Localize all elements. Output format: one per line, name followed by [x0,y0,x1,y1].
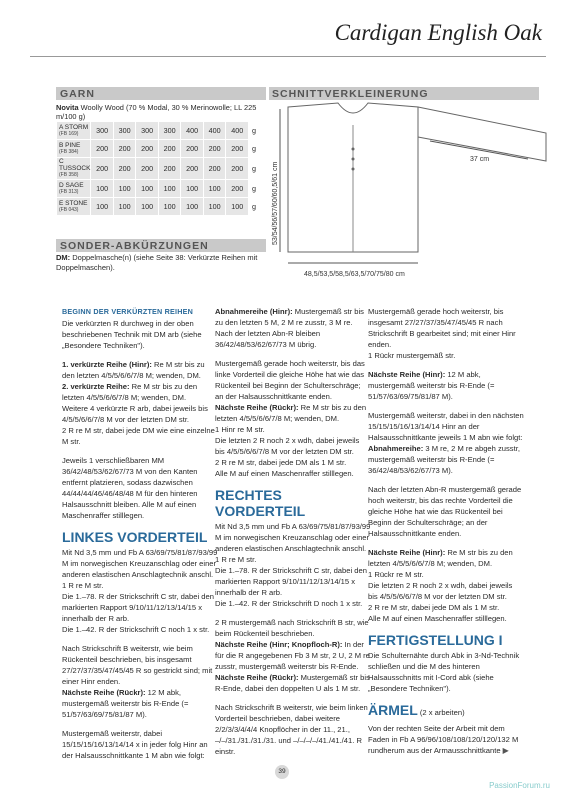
paragraph: Mustergemäß gerade hoch weiterstr, bis das linke Vorderteil die gleiche Höhe hat wie das Rückenteil bei Beginn der Schulterschräge; an der Halsausschnittkante enden. [215,359,365,401]
page-number: 39 [275,765,289,779]
paragraph: Nächste Reihe (Hinr; Knopfloch-R): In der für die R angegebenen Fb 3 M str, 2 U, 2 M re zusstr, mustergemäß weiterstr bis R-Ende. [215,640,370,671]
paragraph: Nächste Reihe (Rückr): 12 M abk, mustergemäß weiterstr bis R-Ende (= 51/57/63/69/75/81/87 M). [62,688,189,719]
paragraph: Die verkürzten R durchweg in der oben beschriebenen Technik mit DM arb (siehe „Besondere Techniken"). [62,319,202,350]
button-mark [352,158,355,161]
section-heading: BEGINN DER VERKÜRZTEN REIHEN [62,307,193,316]
yarn-color-name: C TUSSOCK (FB 358) [57,158,91,180]
continue-arrow-icon: ▶ [502,746,509,755]
sleeve-outline [418,107,546,161]
paragraph: Die letzten 2 R noch 2 x wdh, dabei jeweils bis 4/5/5/6/6/7/8 M vor der letzten DM str. [215,436,360,456]
unit-label: g [249,180,260,198]
yarn-amount: 100 [158,198,181,216]
paragraph: Die 1.–78. R der Strickschrift C str, dabei den markierten Rapport 9/10/11/12/13/14/15 x innerhalb der R arb. [62,592,214,623]
yarn-amount: 100 [113,198,136,216]
yarn-amount: 200 [226,158,249,180]
yarn-amount: 100 [203,198,226,216]
yarn-amount: 100 [136,180,159,198]
yarn-amount: 100 [226,198,249,216]
yarn-row [57,198,260,216]
yarn-amount: 400 [181,122,204,140]
yarn-amount: 200 [158,158,181,180]
abbreviation-text: DM: Doppelmasche(n) (siehe Seite 38: Verkürzte Reihen mit Doppelmaschen). [56,253,258,272]
paragraph: Abnahmereihe (Hinr): Mustergemäß str bis zu den letzten 5 M, 2 M re zusstr, 3 M re. [215,307,364,327]
yarn-amount: 300 [158,122,181,140]
text-column-2 [215,306,371,765]
paragraph: Mustergemäß gerade hoch weiterstr, bis insgesamt 27/27/37/35/47/45/45 R nach Strickschrift B gearbeitet sind; mit einer Hinr enden. [368,307,516,349]
paragraph: Abnahmereihe: 3 M re, 2 M re abgeh zusstr, mustergemäß weiterstr bis R-Ende (= 36/42/48/53/62/67/73 M). [368,444,520,475]
paragraph: 1. verkürzte Reihe (Hinr): Re M str bis zu den letzten 4/5/5/6/6/7/8 M; wenden, DM. [62,360,205,380]
yarn-amount: 200 [136,140,159,158]
paragraph: Die letzten 2 R noch 2 x wdh, dabei jeweils bis 4/5/5/6/6/7/8 M vor der letzten DM str. [368,581,513,601]
yarn-amount: 100 [91,180,114,198]
sonder-heading: SONDER-ABKÜRZUNGEN [60,240,209,252]
unit-label: g [249,198,260,216]
yarn-table [56,121,260,216]
yarn-color-name: E STONE (FB 043) [57,198,91,216]
yarn-amount: 100 [113,180,136,198]
section-heading: FERTIGSTELLUNG I [368,632,503,648]
yarn-color-name: A STORM (FB 169) [57,122,91,140]
yarn-amount: 200 [113,158,136,180]
yarn-amount: 200 [203,140,226,158]
paragraph: 2 R mustergemäß nach Strickschrift B str, wie beim Rückenteil beschrieben. [215,618,369,638]
yarn-amount: 200 [91,158,114,180]
paragraph: Nächste Reihe (Hinr): Re M str bis zu den letzten 4/5/5/6/6/7/8 M; wenden, DM. [368,548,513,568]
paragraph: Die 1.–78. R der Strickschrift C str, dabei den markierten Rapport 9/10/11/12/13/14/15 x innerhalb der R arb. [215,566,367,597]
text-column-3 [368,306,524,764]
yarn-amount: 200 [136,158,159,180]
paragraph: Nach Strickschrift B weiterstr, wie beim linken Vorderteil beschrieben, dabei weitere 2/2/3/3/4/4/4 Knopflöcher in der 11., 21., –/–/31./31./31./31. und –/–/–/–/41./41./41. R einstr. [215,703,368,756]
paragraph: 1 Rückr re M str. [368,570,424,579]
yarn-amount: 100 [181,180,204,198]
yarn-amount: 400 [203,122,226,140]
yarn-amount: 100 [136,198,159,216]
yarn-color-name: D SAGE (FB 313) [57,180,91,198]
paragraph: Nach der letzten Abn-R bleiben 36/42/48/53/62/67/73 M übrig. [215,329,321,349]
garn-heading: GARN [60,88,95,100]
yarn-amount: 100 [203,180,226,198]
paragraph: Mustergemäß weiterstr, dabei 15/15/15/16/13/14/14 x in jeder folg Hinr an der Halsausschnittkante 1 M abn wie folgt: [62,729,208,760]
section-heading: LINKES VORDERTEIL [62,529,208,545]
schematic-diagram [270,95,550,285]
paragraph: 1 Hinr re M str. [215,425,265,434]
yarn-amount: 100 [181,198,204,216]
text-column-1 [62,306,218,769]
yarn-amount: 300 [136,122,159,140]
paragraph: Nächste Reihe (Hinr): 12 M abk, mustergemäß weiterstr bis R-Ende (= 51/57/63/69/75/81/87 M). [368,370,495,401]
unit-label: g [249,158,260,180]
yarn-amount: 200 [226,140,249,158]
paragraph: Nächste Reihe (Rückr): Re M str bis zu den letzten 4/5/5/6/6/7/8 M; wenden, DM. [215,403,367,423]
paragraph: Weitere 4 verkürzte R arb, dabei jeweils bis 4/5/5/6/6/7/8 M vor der letzten DM str. [62,404,208,424]
paragraph: Nächste Reihe (Rückr): Mustergemäß str bis R-Ende, dabei den doppelten U als 1 M str. [215,673,370,693]
yarn-amount: 100 [158,180,181,198]
button-mark [352,148,355,151]
paragraph: Mustergemäß weiterstr, dabei in den nächsten 15/15/15/16/13/14/14 Hinr an der Halsausschnittkante jeweils 1 M abn wie folgt: [368,411,524,442]
paragraph: 2 R re M str, dabei jede DM als 1 M str. [368,603,500,612]
paragraph: 2 R re M str, dabei jede DM als 1 M str. [215,458,347,467]
watermark: PassionForum.ru [489,781,550,790]
unit-label: g [249,122,260,140]
paragraph: Die Schulternähte durch Abk in 3-Nd-Technik schließen und die M des hinteren Halsausschnitts mit I-Cord abk (siehe „Besondere Techniken"). [368,651,520,693]
button-mark [352,168,355,171]
title-rule [30,56,546,57]
width-dimension-label: 48,5/53,5/58,5/63,5/70/75/80 cm [304,271,405,278]
yarn-amount: 200 [203,158,226,180]
paragraph: 1 R re M str. [215,555,257,564]
paragraph: 1 R re M str. [62,581,104,590]
paragraph: Alle M auf einen Maschenraffer stilllegen. [215,469,354,478]
paragraph: Mit Nd 3,5 mm und Fb A 63/69/75/81/87/93/99 M im norwegischen Kreuzanschlag oder einer anderen elastischen Anschlagtechnik anschl. [215,522,371,553]
yarn-intro: Novita Woolly Wood (70 % Modal, 30 % Merinowolle; LL 225 m/100 g) [56,103,257,121]
yarn-row [57,180,260,198]
paragraph: 1 Rückr mustergemäß str. [368,351,456,360]
yarn-amount: 200 [181,140,204,158]
yarn-amount: 200 [181,158,204,180]
paragraph: Alle M auf einen Maschenraffer stilllegen. [368,614,507,623]
yarn-row [57,122,260,140]
yarn-amount: 300 [91,122,114,140]
yarn-amount: 200 [113,140,136,158]
yarn-row [57,158,260,180]
paragraph: Die 1.–42. R der Strickschrift D noch 1 x str. [215,599,363,608]
paragraph: Die 1.–42. R der Strickschrift C noch 1 x str. [62,625,210,634]
page-title: Cardigan English Oak [334,20,542,45]
yarn-amount: 100 [91,198,114,216]
sleeve-dimension-label: 37 cm [470,156,490,163]
section-heading: RECHTES VORDERTEIL [215,487,306,519]
section-heading: ÄRMEL (2 x arbeiten) [368,702,465,718]
yarn-amount: 300 [113,122,136,140]
yarn-row [57,140,260,158]
paragraph: Jeweils 1 verschließbaren MM 36/42/48/53/62/67/73 M von den Kanten entfernt platzieren, sodass dazwischen 44/44/44/46/46/48/48 M für den hinteren Halsausschnitt bleiben. Alle M auf einen Maschenraffer stilllegen. [62,456,198,520]
schnitt-heading: SCHNITTVERKLEINERUNG [272,88,429,100]
paragraph: 2. verkürzte Reihe: Re M str bis zu den letzten 4/5/5/6/6/7/8 M; wenden, DM. [62,382,198,402]
yarn-color-name: B PINE (FB 384) [57,140,91,158]
height-dimension-label: 53/54/56/57/60/60,5/61 cm [272,161,279,245]
paragraph: Nach Strickschrift B weiterstr, wie beim Rückenteil beschrieben, bis insgesamt 27/27/37/35/47/45/45 R so gestrickt sind; mit einer Hinr enden. [62,644,213,686]
yarn-amount: 400 [226,122,249,140]
yarn-amount: 200 [226,180,249,198]
paragraph: Nach der letzten Abn-R mustergemäß gerade hoch weiterstr, bis das rechte Vorderteil die gleiche Höhe hat wie das Rückenteil bei Beginn der Schulterschräge; an der Halsausschnittkante enden. [368,485,522,538]
paragraph: Von der rechten Seite der Arbeit mit dem Faden in Fb A 96/96/108/108/120/120/132 M rundherum aus der Armausschnittkante ▶ [368,724,519,755]
unit-label: g [249,140,260,158]
yarn-amount: 200 [158,140,181,158]
yarn-amount: 200 [91,140,114,158]
paragraph: 2 R re M str, dabei jede DM wie eine einzelne M str. [62,426,215,446]
paragraph: Mit Nd 3,5 mm und Fb A 63/69/75/81/87/93/99 M im norwegischen Kreuzanschlag oder einer anderen elastischen Anschlagtechnik anschl. [62,548,218,579]
